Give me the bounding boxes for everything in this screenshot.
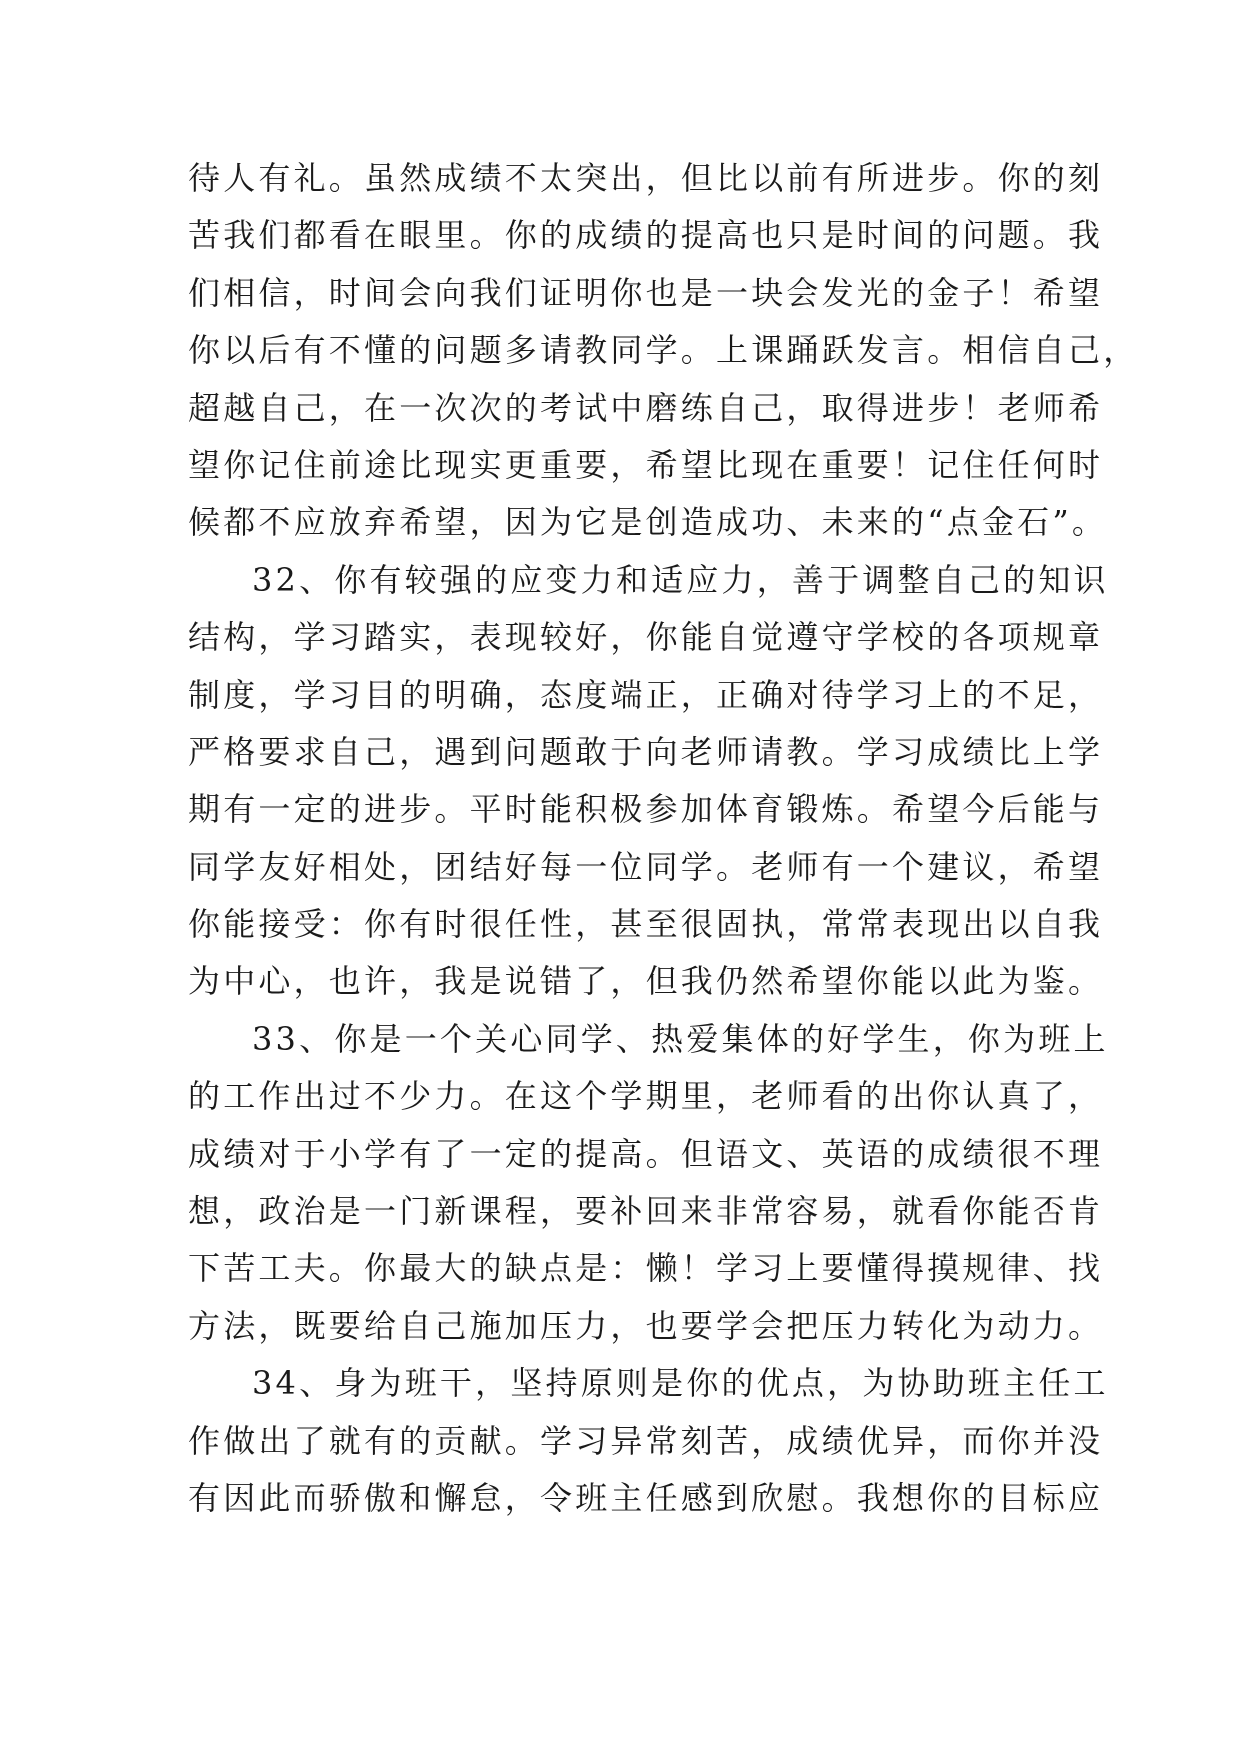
text-line: 期有一定的进步。平时能积极参加体育锻炼。希望今后能与 — [188, 790, 1104, 829]
text-line: 的工作出过不少力。在这个学期里，老师看的出你认真了， — [188, 1077, 1104, 1116]
text-line: 你能接受：你有时很任性，甚至很固执，常常表现出以自我 — [188, 905, 1104, 944]
text-line: 同学友好相处，团结好每一位同学。老师有一个建议，希望 — [188, 847, 1104, 886]
body-text — [188, 150, 1139, 1527]
text-line: 你以后有不懂的问题多请教同学。上课踊跃发言。相信自己， — [188, 331, 1139, 370]
text-line: 为中心，也许，我是说错了，但我仍然希望你能以此为鉴。 — [188, 962, 1104, 1001]
text-line: 严格要求自己，遇到问题敢于向老师请教。学习成绩比上学 — [188, 732, 1104, 771]
text-line: 待人有礼。虽然成绩不太突出，但比以前有所进步。你的刻 — [188, 159, 1104, 197]
text-line: 下苦工夫。你最大的缺点是：懒！学习上要懂得摸规律、找 — [188, 1249, 1104, 1288]
paragraph-33-start: 33、你是一个关心同学、热爱集体的好学生，你为班上 — [252, 1019, 1109, 1058]
text-line: 们相信，时间会向我们证明你也是一块会发光的金子！希望 — [188, 273, 1104, 312]
text-line: 成绩对于小学有了一定的提高。但语文、英语的成绩很不理 — [188, 1134, 1104, 1173]
paragraph-32-start: 32、你有较强的应变力和适应力，善于调整自己的知识 — [252, 560, 1109, 599]
text-line: 想，政治是一门新课程，要补回来非常容易，就看你能否肯 — [188, 1192, 1104, 1231]
text-line: 望你记住前途比现实更重要，希望比现在重要！记住任何时 — [188, 445, 1104, 484]
text-line: 制度，学习目的明确，态度端正，正确对待学习上的不足， — [188, 675, 1104, 714]
text-line: 候都不应放弃希望，因为它是创造成功、未来的“点金石”。 — [188, 503, 1108, 542]
text-line: 苦我们都看在眼里。你的成绩的提高也只是时间的问题。我 — [188, 216, 1104, 255]
paragraph-34-start: 34、身为班干，坚持原则是你的优点，为协助班主任工 — [252, 1364, 1109, 1403]
text-line: 超越自己，在一次次的考试中磨练自己，取得进步！老师希 — [188, 388, 1104, 427]
text-line: 方法，既要给自己施加压力，也要学会把压力转化为动力。 — [188, 1306, 1104, 1345]
text-line: 结构，学习踏实，表现较好，你能自觉遵守学校的各项规章 — [188, 618, 1104, 657]
text-line: 作做出了就有的贡献。学习异常刻苦，成绩优异，而你并没 — [188, 1421, 1104, 1460]
text-line: 有因此而骄傲和懈怠，令班主任感到欣慰。我想你的目标应 — [188, 1478, 1104, 1517]
